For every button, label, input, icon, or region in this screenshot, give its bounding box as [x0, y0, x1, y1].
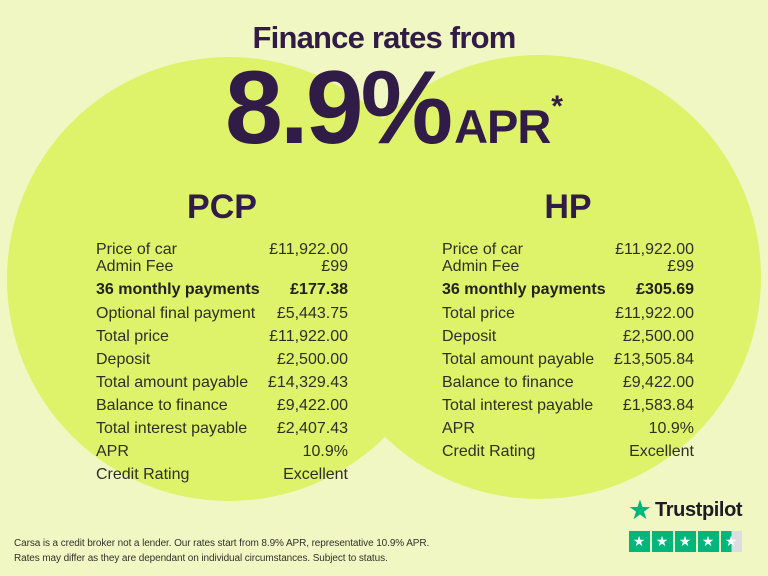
finance-row-label: Credit Rating — [96, 466, 190, 483]
finance-row-value: £1,583.84 — [622, 397, 694, 414]
finance-row-value: 10.9% — [302, 443, 348, 460]
finance-row-value: £11,922.00 — [615, 241, 694, 258]
plan-column-pcp — [96, 187, 348, 489]
finance-row-label: APR — [96, 443, 129, 460]
headline-rate — [10, 50, 768, 166]
finance-row-label: Total amount payable — [442, 351, 595, 368]
finance-row — [442, 443, 694, 460]
finance-row-label: Price of car — [442, 241, 523, 258]
finance-row — [442, 281, 694, 298]
finance-row-label: Total interest payable — [96, 420, 248, 437]
finance-row — [442, 328, 694, 345]
header — [0, 20, 768, 166]
rating-star-half: ★ — [721, 531, 742, 552]
finance-table-hp — [442, 241, 694, 460]
finance-row — [96, 305, 348, 322]
finance-row-value: £2,500.00 — [276, 351, 348, 368]
finance-row-value: £2,500.00 — [622, 328, 694, 345]
finance-row-label: Price of car — [96, 241, 177, 258]
rating-star-full: ★ — [652, 531, 673, 552]
finance-row-label: Total price — [96, 328, 169, 345]
finance-row — [442, 374, 694, 391]
finance-row — [442, 420, 694, 437]
finance-row-label: 36 monthly payments — [442, 281, 606, 298]
finance-row — [442, 351, 694, 368]
finance-row-value: £13,505.84 — [613, 351, 694, 368]
finance-row-value: £99 — [321, 258, 348, 275]
finance-row-label: Deposit — [442, 328, 497, 345]
trustpilot-badge — [618, 497, 752, 552]
disclaimer-line-1: Carsa is a credit broker not a lender. Our rates start from 8.9% APR, representative 10.9% APR. — [14, 538, 430, 549]
plan-column-hp — [442, 187, 694, 466]
finance-row-label: Credit Rating — [442, 443, 536, 460]
finance-row-label: Balance to finance — [442, 374, 574, 391]
rating-star-full: ★ — [698, 531, 719, 552]
rating-star-full: ★ — [629, 531, 650, 552]
finance-row-label: Deposit — [96, 351, 151, 368]
finance-row-value: £99 — [667, 258, 694, 275]
finance-row-value: £305.69 — [636, 281, 694, 298]
finance-row-label: Admin Fee — [96, 258, 174, 275]
finance-row-value: £14,329.43 — [267, 374, 348, 391]
disclaimer-text — [14, 537, 454, 566]
rate-unit: APR — [454, 100, 551, 153]
finance-row — [96, 374, 348, 391]
plan-title-pcp: PCP — [187, 188, 257, 226]
finance-row-value: 10.9% — [648, 420, 694, 437]
plan-title-hp: HP — [544, 188, 592, 226]
finance-row-value: £9,422.00 — [276, 397, 348, 414]
finance-row-value: £5,443.75 — [276, 305, 348, 322]
finance-row — [442, 258, 694, 275]
finance-row-label: Admin Fee — [442, 258, 520, 275]
page-title: Finance rates from — [252, 20, 516, 55]
rate-asterisk: * — [551, 90, 563, 123]
trustpilot-wordmark: Trustpilot — [655, 499, 743, 521]
finance-table-pcp — [96, 241, 348, 483]
finance-row-value: £11,922.00 — [269, 241, 348, 258]
finance-row — [96, 466, 348, 483]
finance-row-label: Total amount payable — [96, 374, 249, 391]
finance-row — [96, 258, 348, 275]
finance-row-label: Optional final payment — [96, 305, 256, 322]
finance-row-value: £9,422.00 — [622, 374, 694, 391]
finance-row-label: Total price — [442, 305, 515, 322]
disclaimer-line-2: Rates may differ as they are dependant on individual circumstances. Subject to status. — [14, 552, 388, 564]
trustpilot-rating-stars — [618, 531, 752, 552]
finance-row — [442, 397, 694, 414]
finance-row-value: £2,407.43 — [276, 420, 348, 437]
finance-row — [96, 351, 348, 368]
finance-row-value: Excellent — [283, 466, 348, 483]
finance-row — [96, 443, 348, 460]
finance-row — [96, 328, 348, 345]
finance-row-value: £11,922.00 — [269, 328, 348, 345]
finance-row — [442, 305, 694, 322]
finance-row-value: Excellent — [629, 443, 694, 460]
trustpilot-star-icon: ★ — [627, 495, 653, 525]
finance-row-label: 36 monthly payments — [96, 281, 260, 298]
finance-row-value: £177.38 — [290, 281, 348, 298]
finance-row — [96, 241, 348, 258]
finance-row-label: Total interest payable — [442, 397, 594, 414]
rating-star-full: ★ — [675, 531, 696, 552]
rate-value: 8.9% — [225, 50, 451, 166]
finance-row — [96, 281, 348, 298]
finance-row-value: £11,922.00 — [615, 305, 694, 322]
finance-row-label: Balance to finance — [96, 397, 228, 414]
finance-row-label: APR — [442, 420, 475, 437]
finance-row — [442, 241, 694, 258]
finance-row — [96, 420, 348, 437]
finance-row — [96, 397, 348, 414]
trustpilot-logo — [618, 497, 752, 524]
